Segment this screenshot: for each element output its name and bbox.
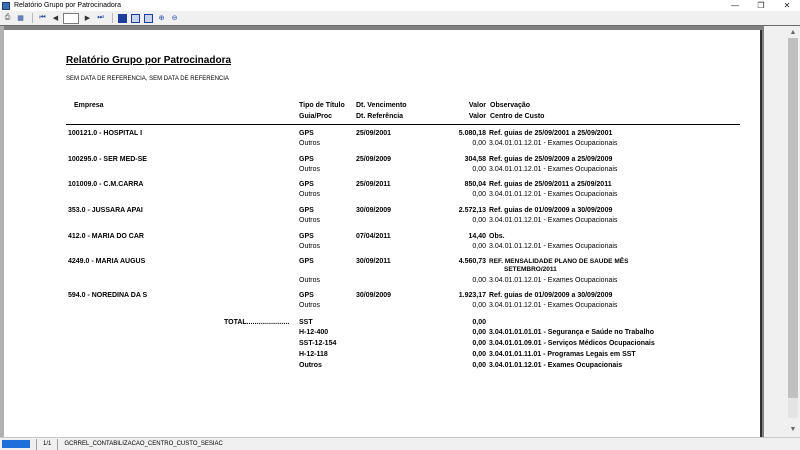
status-divider — [57, 439, 58, 450]
row-valor: 4.560,73 — [458, 258, 486, 265]
zoom-out-icon[interactable]: ⊖ — [171, 15, 178, 22]
row-tipo-2: Outros — [299, 302, 321, 309]
row-observacao: Ref. guias de 01/09/2009 a 30/09/2009 — [489, 207, 613, 214]
row-tipo: GPS — [299, 207, 314, 214]
row-valor-2: 0,00 — [472, 217, 486, 224]
total-valor: 0,00 — [472, 329, 486, 336]
report-name: GCRREL_CONTABILIZACAO_CENTRO_CUSTO_SESIAC — [64, 441, 223, 447]
report-title: Relatório Grupo por Patrocinadora — [66, 55, 232, 66]
row-observacao: REF. MENSALIDADE PLANO DE SAUDE MÊS — [489, 258, 629, 265]
row-valor-2: 0,00 — [472, 302, 486, 309]
window-controls — [722, 0, 800, 11]
page-shadow — [760, 30, 762, 438]
page-number-input[interactable] — [63, 13, 79, 24]
row-vencimento: 30/09/2009 — [356, 207, 392, 214]
vertical-scrollbar[interactable] — [764, 26, 800, 438]
row-tipo-2: Outros — [299, 277, 321, 284]
row-valor: 2.572,13 — [458, 207, 486, 214]
previous-page-icon[interactable]: ◀ — [52, 15, 59, 22]
row-empresa: 100295.0 - SER MED-SE — [68, 156, 147, 163]
row-tipo: GPS — [299, 292, 314, 299]
row-tipo-2: Outros — [299, 217, 321, 224]
row-tipo-2: Outros — [299, 140, 321, 147]
row-tipo-2: Outros — [299, 166, 321, 173]
row-empresa: 101009.0 - C.M.CARRA — [68, 181, 144, 188]
app-icon — [2, 2, 10, 10]
row-valor: 5.080,18 — [458, 130, 486, 137]
header-centro-custo: Centro de Custo — [490, 113, 545, 120]
zoom-in-icon[interactable]: ⊕ — [158, 15, 165, 22]
row-empresa: 4249.0 - MARIA AUGUS — [68, 258, 146, 265]
header-divider — [66, 124, 740, 125]
row-centro-custo: 3.04.01.01.12.01 - Exames Ocupacionais — [489, 166, 618, 173]
row-vencimento: 25/09/2001 — [356, 130, 392, 137]
print-icon[interactable]: ⎙ — [4, 14, 11, 21]
total-valor: 0,00 — [472, 340, 486, 347]
row-observacao: Ref. guias de 25/09/2001 a 25/09/2001 — [489, 130, 613, 137]
total-valor: 0,00 — [472, 351, 486, 358]
minimize-button[interactable]: — — [731, 1, 739, 10]
total-tipo: H-12-118 — [299, 351, 328, 358]
toolbar-separator — [32, 13, 33, 23]
maximize-button[interactable]: ❐ — [757, 1, 765, 10]
scroll-thumb[interactable] — [788, 38, 798, 398]
row-empresa: 353.0 - JUSSARA APAI — [68, 207, 143, 214]
row-centro-custo: 3.04.01.01.12.01 - Exames Ocupacionais — [489, 140, 618, 147]
row-observacao: Obs. — [489, 233, 505, 240]
row-valor-2: 0,00 — [472, 243, 486, 250]
row-vencimento: 30/09/2011 — [356, 258, 391, 265]
row-observacao-line-2: SETEMBRO/2011 — [504, 266, 557, 273]
total-tipo: SST-12-154 — [299, 340, 337, 347]
total-centro-custo: 3.04.01.01.12.01 - Exames Ocupacionais — [489, 362, 623, 369]
row-valor-2: 0,00 — [472, 166, 486, 173]
row-centro-custo: 3.04.01.01.12.01 - Exames Ocupacionais — [489, 243, 618, 250]
row-centro-custo: 3.04.01.01.12.01 - Exames Ocupacionais — [489, 217, 618, 224]
header-valor-2: Valor — [468, 113, 486, 120]
row-valor-2: 0,00 — [472, 277, 486, 284]
scroll-up-icon[interactable]: ▲ — [789, 28, 797, 36]
toolbar-separator — [112, 13, 113, 23]
row-valor: 304,58 — [464, 156, 486, 163]
page-indicator: 1/1 — [43, 441, 52, 447]
row-tipo: GPS — [299, 181, 314, 188]
total-centro-custo: 3.04.01.01.11.01 - Programas Legais em SST — [489, 351, 636, 358]
row-vencimento: 30/09/2009 — [356, 292, 392, 299]
row-centro-custo: 3.04.01.01.12.01 - Exames Ocupacionais — [489, 277, 618, 284]
total-label: TOTAL...................... — [224, 319, 290, 326]
one-page-view-icon[interactable] — [117, 13, 128, 24]
row-tipo-2: Outros — [299, 191, 321, 198]
total-valor: 0,00 — [472, 362, 486, 369]
row-valor: 14,40 — [468, 233, 486, 240]
scroll-down-icon[interactable]: ▼ — [789, 425, 797, 433]
header-dt-vencimento: Dt. Vencimento — [356, 102, 407, 109]
row-valor: 850,04 — [464, 181, 486, 188]
progress-bar — [2, 440, 30, 448]
row-valor-2: 0,00 — [472, 191, 486, 198]
header-empresa: Empresa — [74, 102, 104, 109]
total-tipo: H-12-400 — [299, 329, 329, 336]
save-icon[interactable]: ▦ — [17, 15, 24, 22]
total-valor: 0,00 — [472, 319, 486, 326]
row-tipo: GPS — [299, 233, 314, 240]
row-vencimento: 25/09/2011 — [356, 181, 391, 188]
first-page-icon[interactable]: ⏮ — [39, 14, 46, 21]
total-centro-custo: 3.04.01.01.01.01 - Segurança e Saúde no Trabalho — [489, 329, 654, 336]
next-page-icon[interactable]: ▶ — [84, 15, 91, 22]
row-tipo-2: Outros — [299, 243, 321, 250]
page-width-view-icon[interactable] — [130, 13, 141, 24]
close-button[interactable]: ✕ — [783, 1, 791, 10]
row-centro-custo: 3.04.01.01.12.01 - Exames Ocupacionais — [489, 191, 618, 198]
report-viewport — [0, 25, 800, 437]
row-observacao: Ref. guias de 01/09/2009 a 30/09/2009 — [489, 292, 613, 299]
row-vencimento: 25/09/2009 — [356, 156, 392, 163]
row-observacao: Ref. guias de 25/09/2011 a 25/09/2011 — [489, 181, 612, 188]
row-tipo: GPS — [299, 156, 314, 163]
row-empresa: 412.0 - MARIA DO CAR — [68, 233, 144, 240]
report-page — [4, 30, 760, 438]
header-valor: Valor — [468, 102, 486, 109]
title-bar — [0, 0, 800, 11]
row-tipo: GPS — [299, 130, 314, 137]
total-tipo: SST — [299, 319, 313, 326]
row-valor: 1.923,17 — [458, 292, 486, 299]
row-centro-custo: 3.04.01.01.12.01 - Exames Ocupacionais — [489, 302, 618, 309]
status-bar — [0, 437, 800, 450]
row-valor-2: 0,00 — [472, 140, 486, 147]
total-centro-custo: 3.04.01.01.09.01 - Serviços Médicos Ocupacionais — [489, 340, 655, 347]
header-observacao: Observação — [490, 102, 531, 109]
window-title: Relatório Grupo por Patrocinadora — [14, 2, 122, 9]
row-vencimento: 07/04/2011 — [356, 233, 391, 240]
header-tipo-titulo: Tipo de Título — [299, 102, 345, 109]
multi-page-view-icon[interactable] — [143, 13, 154, 24]
row-empresa: 100121.0 - HOSPITAL I — [68, 130, 143, 137]
row-empresa: 594.0 - NOREDINA DA S — [68, 292, 148, 299]
row-tipo: GPS — [299, 258, 314, 265]
toolbar — [0, 11, 800, 25]
total-tipo: Outros — [299, 362, 322, 369]
report-subtitle: SEM DATA DE REFERENCIA, SEM DATA DE REFERENCIA — [66, 76, 229, 82]
header-dt-referencia: Dt. Referência — [356, 113, 404, 120]
status-divider — [36, 439, 37, 450]
row-observacao: Ref. guias de 25/09/2009 a 25/09/2009 — [489, 156, 613, 163]
header-guia-proc: Guia/Proc — [299, 113, 333, 120]
last-page-icon[interactable]: ⏭ — [97, 14, 104, 21]
